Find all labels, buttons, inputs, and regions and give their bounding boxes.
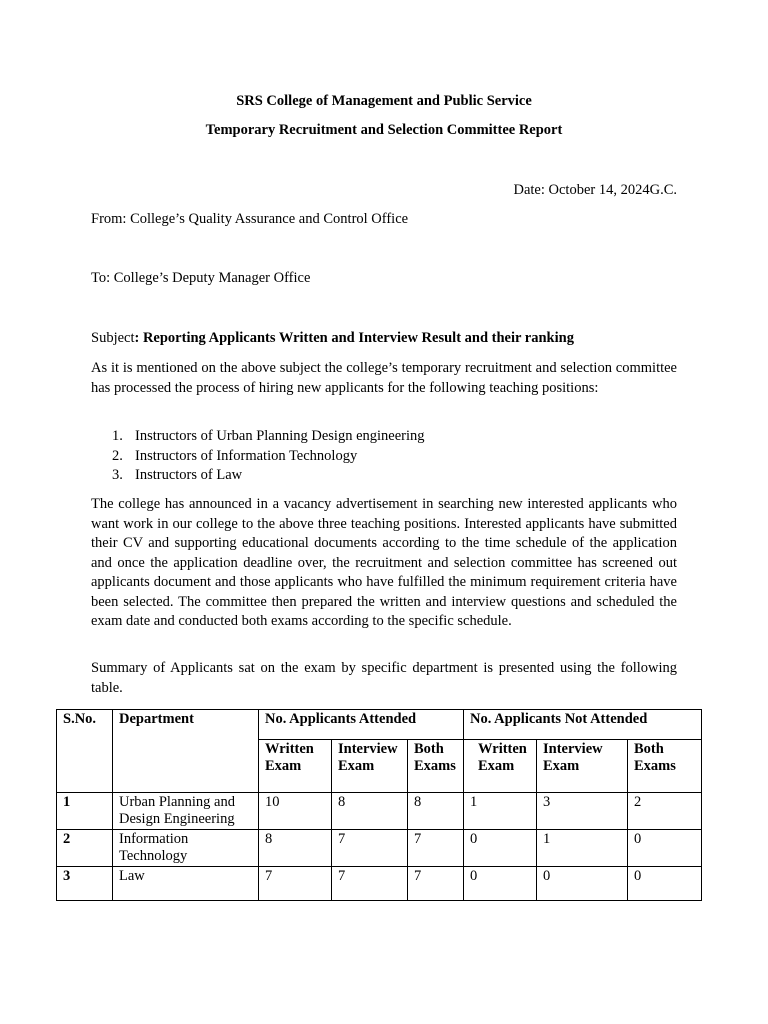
header-sno: S.No. [57, 710, 113, 793]
subject-label: Subject [91, 330, 135, 346]
header-not-attended: No. Applicants Not Attended [464, 710, 702, 740]
college-name: SRS College of Management and Public Service [236, 93, 532, 109]
table-row: 1 Urban Planning and Design Engineering 10 8 8 1 3 2 [57, 793, 702, 830]
table-row: 3 Law 7 7 7 0 0 0 [57, 867, 702, 901]
report-title: Temporary Recruitment and Selection Committee Report [205, 122, 563, 138]
subject-line [91, 330, 574, 347]
header-att-both: Both Exams [408, 740, 464, 793]
applicants-summary-table [56, 709, 702, 901]
vacancy-paragraph: The college has announced in a vacancy advertisement in searching new interested applicants who want work in our college to the above three teaching positions. Interested applicants have submitted their CV and supporting educational documents according to the time schedule of the application and once the application deadline over, the recruitment and selection committee has screened out applicants document and those applicants who have fulfilled the minimum requirement criteria have been selected. The committee then prepared the written and interview questions and scheduled the exam date and conducted both exams according to the specific schedule. [91, 496, 677, 629]
table-row: 2 Information Technology 8 7 7 0 1 0 [57, 830, 702, 867]
list-item: 2. Instructors of Information Technology [112, 447, 358, 464]
report-date: Date: October 14, 2024G.C. [513, 182, 677, 198]
subject-text: : Reporting Applicants Written and Interview Result and their ranking [134, 330, 574, 346]
header-att-interview: Interview Exam [332, 740, 408, 793]
list-item: 1. Instructors of Urban Planning Design engineering [112, 428, 425, 444]
list-item: 3. Instructors of Law [112, 467, 243, 483]
header-not-interview: Interview Exam [537, 740, 628, 793]
header-department: Department [113, 710, 259, 793]
to-line: To: College’s Deputy Manager Office [91, 270, 311, 286]
from-line: From: College’s Quality Assurance and Control Office [91, 211, 409, 227]
header-not-written: Written Exam [464, 740, 537, 793]
header-att-written: Written Exam [259, 740, 332, 793]
header-attended: No. Applicants Attended [259, 710, 464, 740]
summary-paragraph: Summary of Applicants sat on the exam by specific department is presented using the following table. [91, 660, 677, 696]
header-not-both: Both Exams [628, 740, 702, 793]
intro-paragraph: As it is mentioned on the above subject the college’s temporary recruitment and selection committee has processed the process of hiring new applicants for the following teaching positions: [91, 360, 677, 396]
positions-list [112, 427, 425, 486]
